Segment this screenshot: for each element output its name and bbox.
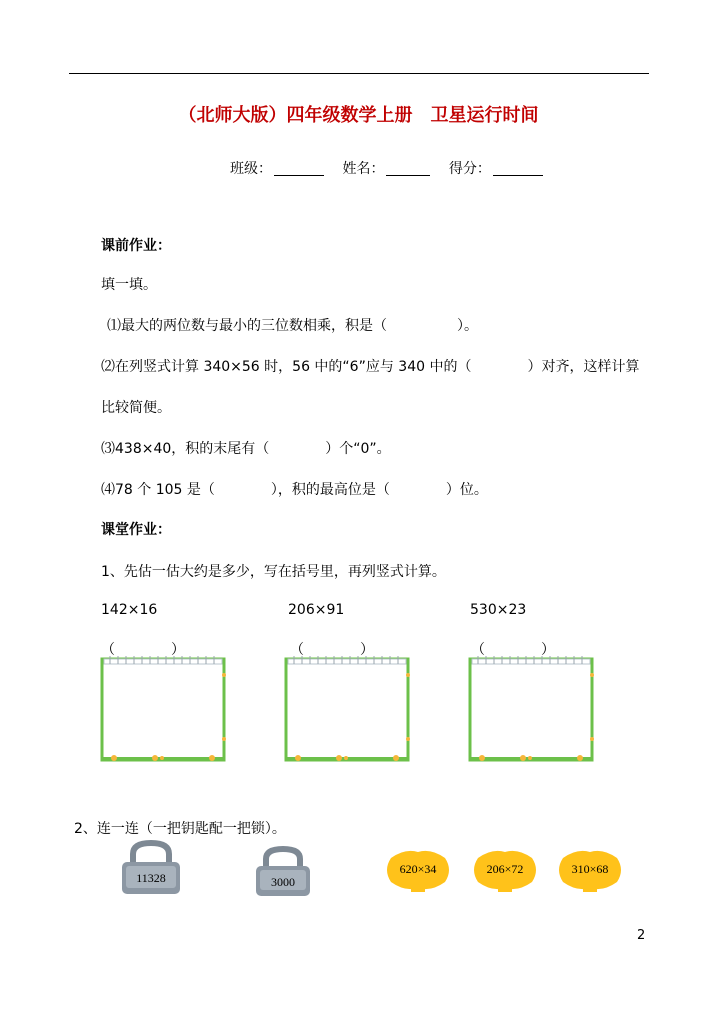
task-2-instruction: 2、连一连（一把钥匙配一把锁）。 (74, 821, 286, 837)
key-expression: 620×34 (399, 862, 437, 876)
problem-expr-3: 530×23 (470, 602, 527, 618)
lock-1[interactable] (120, 840, 182, 896)
question-1: ⑴最大的两位数与最小的三位数相乘，积是（ ）。 (107, 318, 478, 334)
in-class-heading: 课堂作业： (101, 522, 171, 538)
header-rule (69, 73, 649, 74)
key-2[interactable] (470, 848, 540, 892)
estimate-paren-2[interactable]: （ ） (290, 642, 374, 658)
lock-number: 11328 (136, 871, 166, 885)
page-number: 2 (637, 928, 646, 943)
class-label: 班级： (230, 161, 272, 177)
key-1[interactable] (383, 848, 453, 892)
fill-instruction: 填一填。 (101, 277, 157, 293)
class-blank[interactable] (274, 161, 324, 176)
question-2-line-1: ⑵在列竖式计算 340×56 时，56 中的“6”应与 340 中的（ ）对齐，这样计算 (101, 359, 640, 375)
estimate-paren-3[interactable]: （ ） (471, 642, 555, 658)
lock-icon (254, 846, 312, 898)
question-3: ⑶438×40，积的末尾有（ ）个“0”。 (101, 441, 391, 457)
key-expression: 206×72 (486, 862, 524, 876)
name-label: 姓名： (342, 161, 385, 177)
page-title: （北师大版）四年级数学上册 卫星运行时间 (178, 105, 539, 126)
key-3[interactable] (555, 848, 625, 892)
work-frame-1[interactable] (100, 655, 226, 763)
lock-number: 3000 (271, 875, 295, 889)
pre-class-heading: 课前作业： (101, 238, 171, 254)
name-blank[interactable] (386, 161, 430, 176)
work-frame-2[interactable] (284, 655, 410, 763)
key-expression: 310×68 (571, 862, 609, 876)
question-4: ⑷78 个 105 是（ ），积的最高位是（ ）位。 (101, 482, 488, 498)
score-blank[interactable] (493, 161, 543, 176)
student-info (230, 158, 547, 178)
work-frame-3[interactable] (468, 655, 594, 763)
problem-expr-1: 142×16 (101, 602, 158, 618)
score-label: 得分： (448, 161, 491, 177)
question-2-line-2: 比较简便。 (101, 400, 171, 416)
task-1-instruction: 1、先估一估大约是多少，写在括号里，再列竖式计算。 (101, 564, 446, 580)
problem-expr-2: 206×91 (288, 602, 345, 618)
estimate-paren-1[interactable]: （ ） (101, 642, 185, 658)
lock-2[interactable] (254, 846, 312, 898)
lock-icon (120, 840, 182, 896)
